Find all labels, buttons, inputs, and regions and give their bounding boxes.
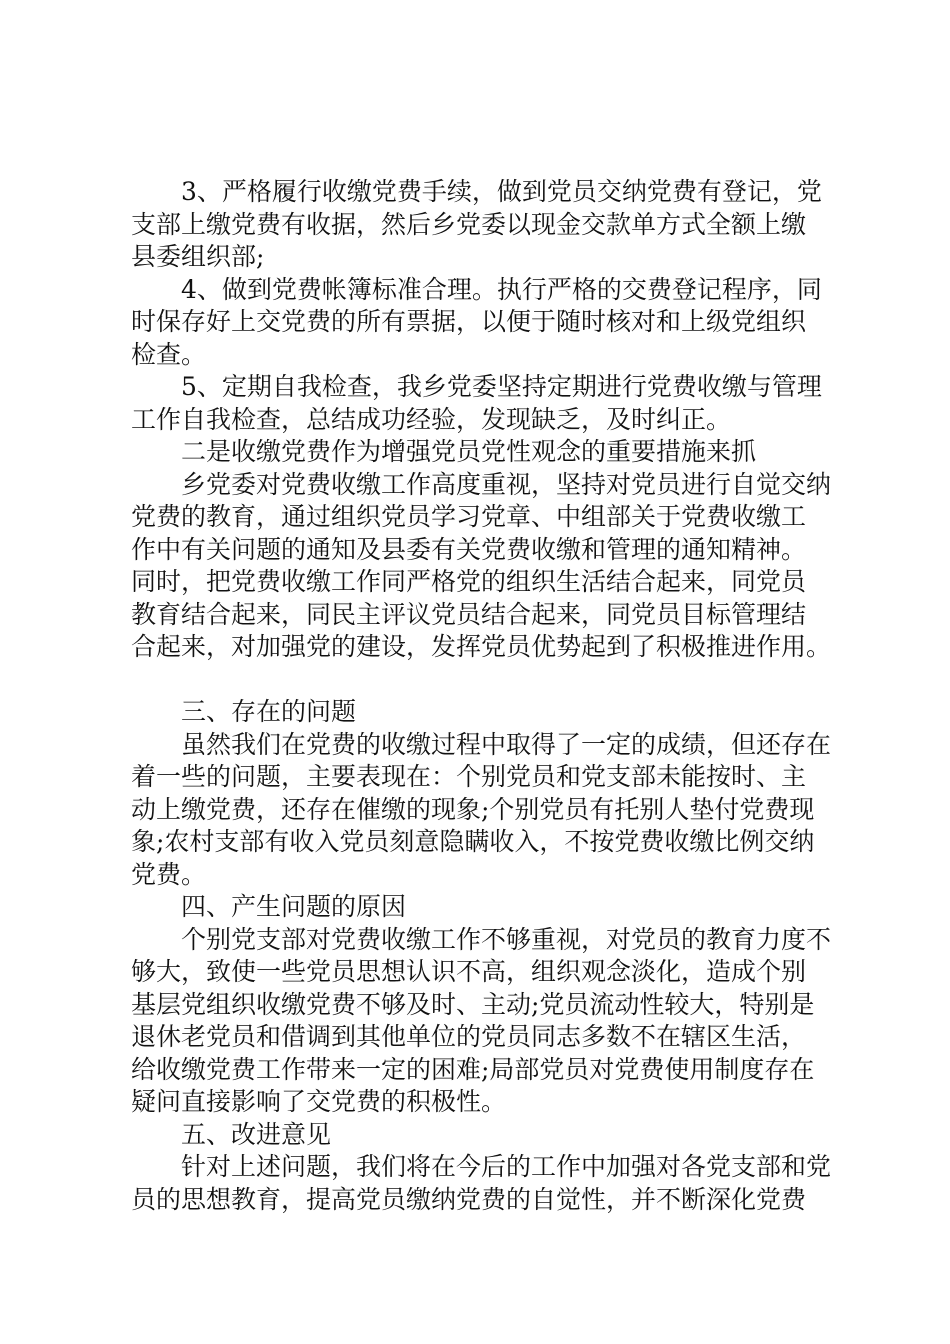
paragraph-spacer bbox=[131, 664, 831, 697]
paragraph-line: 疑问直接影响了交党费的积极性。 bbox=[131, 1087, 507, 1116]
paragraph-line: 同时，把党费收缴工作同严格党的组织生活结合起来，同党员 bbox=[131, 567, 807, 596]
paragraph-line: 工作自我检查，总结成功经验，发现缺乏，及时纠正。 bbox=[131, 404, 732, 434]
paragraph-line: 够大，致使一些党员思想认识不高，组织观念淡化，造成个别 bbox=[131, 957, 807, 986]
paragraph-line: 党费。 bbox=[131, 859, 207, 889]
paragraph-line: 乡党委对党费收缴工作高度重视，坚持对党员进行自觉交纳 bbox=[181, 469, 832, 499]
paragraph-line: 基层党组织收缴党费不够及时、主动;党员流动性较大，特别是 bbox=[131, 989, 815, 1019]
section-heading: 五、改进意见 bbox=[181, 1119, 332, 1149]
paragraph-line: 个别党支部对党费收缴工作不够重视，对党员的教育力度不 bbox=[181, 924, 832, 954]
section-heading: 四、产生问题的原因 bbox=[181, 892, 407, 921]
paragraph-line: 3、严格履行收缴党费手续，做到党员交纳党费有登记，党 bbox=[181, 177, 822, 206]
paragraph-line: 县委组织部; bbox=[131, 242, 265, 271]
paragraph-line: 员的思想教育，提高党员缴纳党费的自觉性，并不断深化党费 bbox=[131, 1184, 807, 1214]
paragraph-line: 虽然我们在党费的收缴过程中取得了一定的成绩，但还存在 bbox=[181, 729, 832, 759]
paragraph-line: 5、定期自我检查，我乡党委坚持定期进行党费收缴与管理 bbox=[181, 372, 822, 401]
paragraph-line: 4、做到党费帐簿标准合理。执行严格的交费登记程序，同 bbox=[181, 274, 822, 304]
paragraph-line: 检查。 bbox=[131, 339, 207, 369]
paragraph-line: 支部上缴党费有收据，然后乡党委以现金交款单方式全额上缴 bbox=[131, 209, 807, 239]
paragraph-line: 针对上述问题，我们将在今后的工作中加强对各党支部和党 bbox=[181, 1152, 832, 1181]
paragraph-line: 党费的教育，通过组织党员学习党章、中组部关于党费收缴工 bbox=[131, 502, 807, 531]
paragraph-line: 象;农村支部有收入党员刻意隐瞒收入，不按党费收缴比例交纳 bbox=[131, 827, 815, 856]
paragraph-line: 动上缴党费，还存在催缴的现象;个别党员有托别人垫付党费现 bbox=[131, 794, 815, 824]
paragraph-line: 给收缴党费工作带来一定的困难;局部党员对党费使用制度存在 bbox=[131, 1054, 815, 1084]
paragraph-line: 退休老党员和借调到其他单位的党员同志多数不在辖区生活， bbox=[131, 1022, 807, 1051]
paragraph-line: 合起来，对加强党的建设，发挥党员优势起到了积极推进作用。 bbox=[131, 632, 832, 661]
paragraph-line: 作中有关问题的通知及县委有关党费收缴和管理的通知精神。 bbox=[131, 534, 807, 564]
document-body bbox=[131, 176, 831, 1216]
paragraph-line: 着一些的问题，主要表现在：个别党员和党支部未能按时、主 bbox=[131, 762, 807, 791]
section-heading: 二是收缴党费作为增强党员党性观念的重要措施来抓 bbox=[181, 437, 757, 466]
paragraph-line: 时保存好上交党费的所有票据，以便于随时核对和上级党组织 bbox=[131, 307, 807, 336]
section-heading: 三、存在的问题 bbox=[181, 697, 357, 726]
paragraph-line: 教育结合起来，同民主评议党员结合起来，同党员目标管理结 bbox=[131, 599, 807, 629]
